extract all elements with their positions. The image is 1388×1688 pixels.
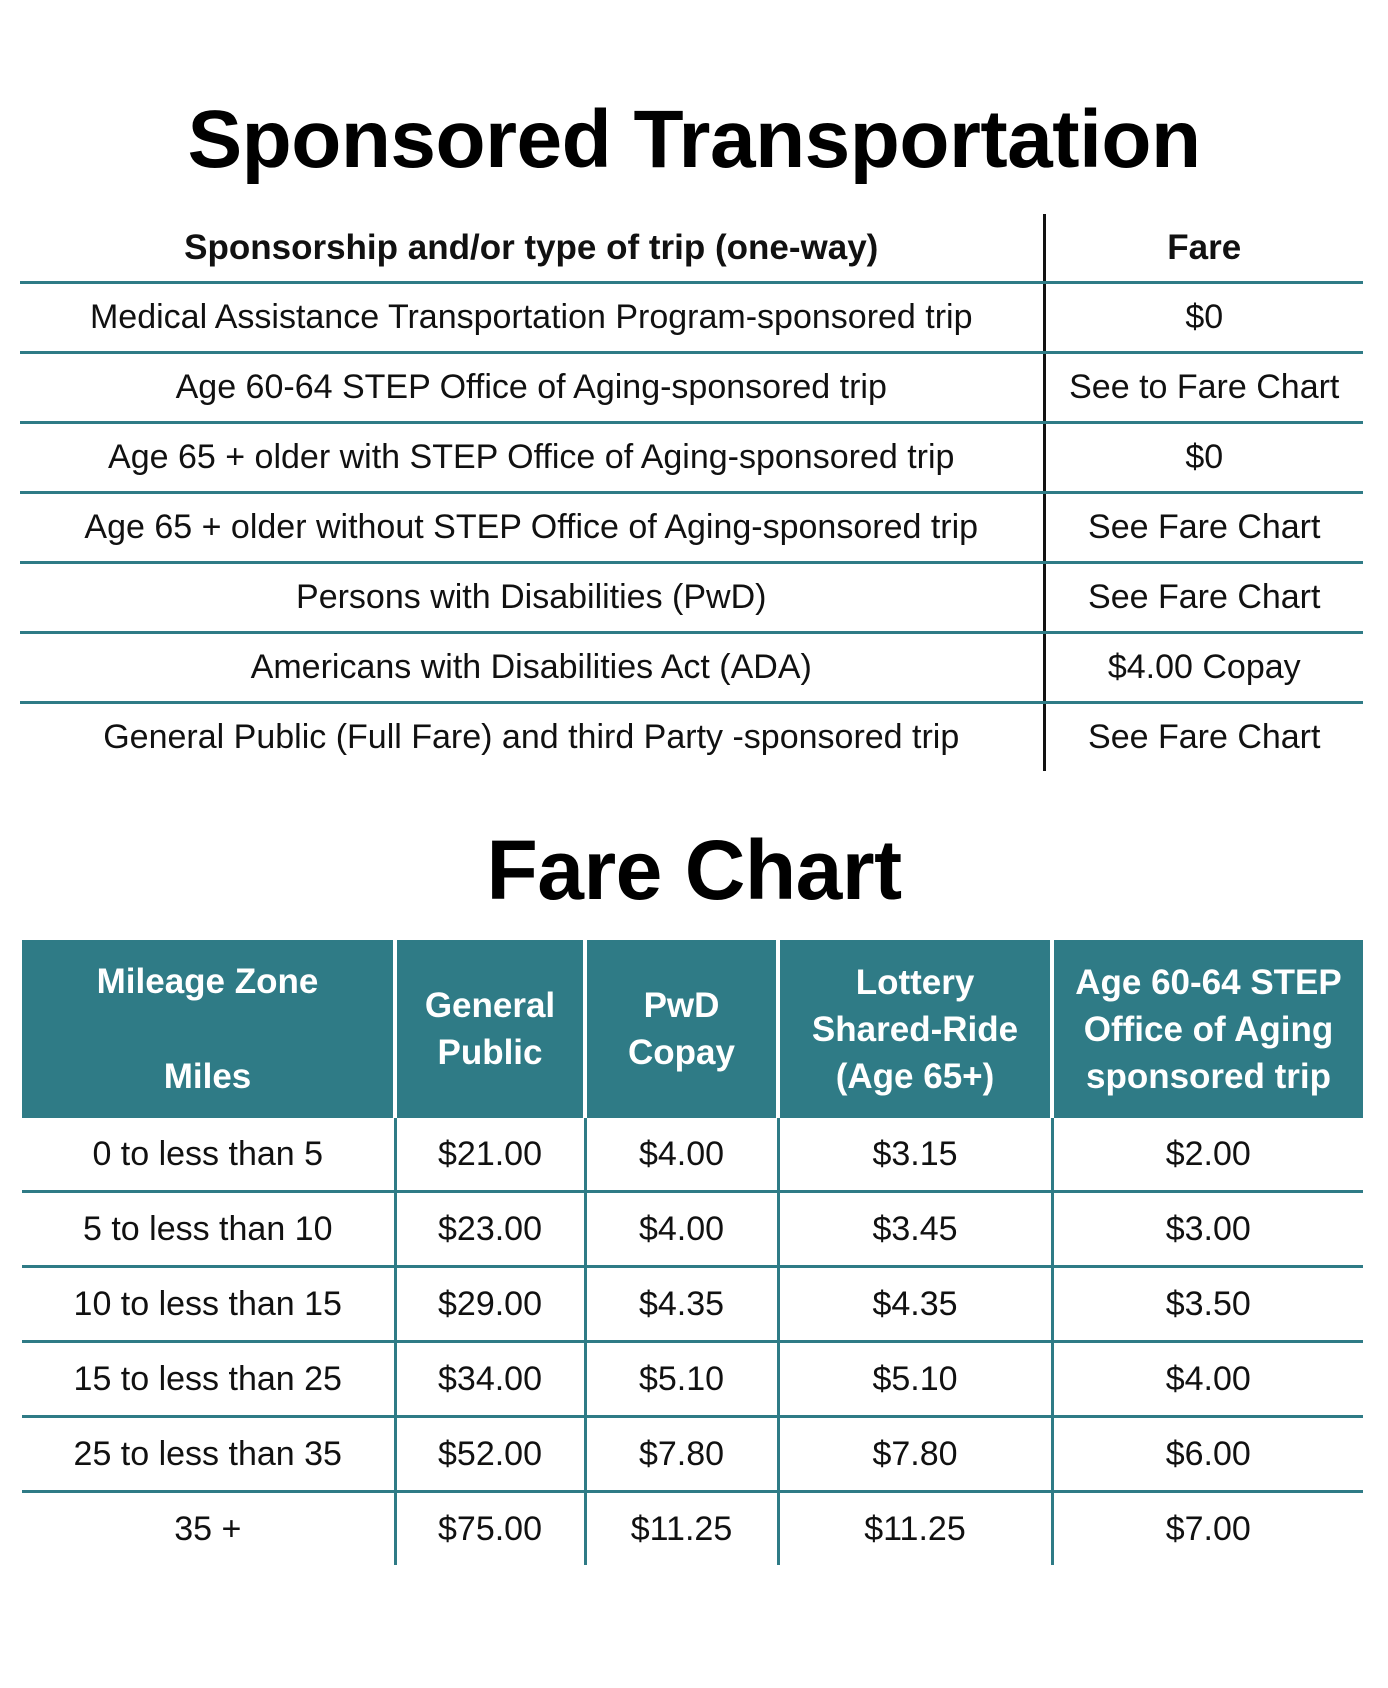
header-line: (Age 65+): [835, 1056, 995, 1096]
general-cell: $34.00: [395, 1342, 585, 1417]
table-row: [22, 1267, 1363, 1342]
pwd-cell: $4.00: [585, 1192, 778, 1267]
zone-cell: 10 to less than 15: [22, 1267, 395, 1342]
header-line: Lottery: [855, 962, 975, 1002]
fare-cell: $4.00 Copay: [1044, 633, 1363, 703]
pwd-cell: $4.35: [585, 1267, 778, 1342]
fare-cell: $0: [1044, 423, 1363, 493]
table-row: [22, 1118, 1363, 1192]
lottery-cell: $7.80: [778, 1417, 1052, 1492]
fare-cell: $0: [1044, 283, 1363, 353]
general-cell: $23.00: [395, 1192, 585, 1267]
fare-chart-table: [22, 940, 1363, 1565]
general-cell: $52.00: [395, 1417, 585, 1492]
trip-cell: Persons with Disabilities (PwD): [20, 563, 1044, 633]
zone-cell: 25 to less than 35: [22, 1417, 395, 1492]
fare-header-row: [22, 940, 1363, 1118]
lottery-cell: $3.15: [778, 1118, 1052, 1192]
table-row: [20, 703, 1363, 772]
header-lottery-shared-ride: [778, 940, 1052, 1118]
lottery-cell: $5.10: [778, 1342, 1052, 1417]
lottery-cell: $3.45: [778, 1192, 1052, 1267]
sponsor-header-row: [20, 214, 1363, 283]
fare-cell: See Fare Chart: [1044, 563, 1363, 633]
table-row: [22, 1492, 1363, 1566]
header-line: Office of Aging: [1083, 1009, 1334, 1049]
pwd-cell: $4.00: [585, 1118, 778, 1192]
header-trip-type: Sponsorship and/or type of trip (one-way): [20, 214, 1044, 283]
table-row: [20, 423, 1363, 493]
fare-cell: See to Fare Chart: [1044, 353, 1363, 423]
header-mileage-zone: [22, 940, 395, 1118]
step-cell: $3.00: [1052, 1192, 1363, 1267]
header-step-sponsored: [1052, 940, 1363, 1118]
trip-cell: Medical Assistance Transportation Program-sponsored trip: [20, 283, 1044, 353]
header-line: General: [424, 986, 556, 1025]
sponsored-transportation-title: Sponsored Transportation: [187, 94, 1201, 185]
zone-cell: 15 to less than 25: [22, 1342, 395, 1417]
table-row: [22, 1192, 1363, 1267]
header-line: sponsored trip: [1085, 1056, 1332, 1096]
lottery-cell: $11.25: [778, 1492, 1052, 1566]
header-miles-label: Miles: [163, 1057, 252, 1096]
header-fare: Fare: [1044, 214, 1363, 283]
table-row: [20, 633, 1363, 703]
header-line: Shared-Ride: [811, 1009, 1019, 1049]
zone-cell: 35 +: [174, 1509, 242, 1548]
table-row: [22, 1417, 1363, 1492]
trip-cell: Age 65 + older with STEP Office of Aging-sponsored trip: [20, 423, 1044, 493]
table-row: [20, 493, 1363, 563]
lottery-cell: $4.35: [778, 1267, 1052, 1342]
header-pwd-copay: [585, 940, 778, 1118]
sponsored-transportation-table: [20, 214, 1363, 771]
step-cell: $7.00: [1052, 1492, 1363, 1566]
general-cell: $21.00: [395, 1118, 585, 1192]
header-general-public: [395, 940, 585, 1118]
table-row: [20, 563, 1363, 633]
header-line: Public: [437, 1033, 543, 1072]
trip-cell: General Public (Full Fare) and third Party -sponsored trip: [103, 718, 960, 756]
header-mileage-zone-label: Mileage Zone: [96, 962, 319, 1001]
table-row: [22, 1342, 1363, 1417]
general-cell: $75.00: [395, 1492, 585, 1566]
header-line: Copay: [628, 1033, 735, 1072]
trip-cell: Americans with Disabilities Act (ADA): [20, 633, 1044, 703]
pwd-cell: $5.10: [585, 1342, 778, 1417]
trip-cell: Age 60-64 STEP Office of Aging-sponsored trip: [20, 353, 1044, 423]
fare-cell: See Fare Chart: [1044, 493, 1363, 563]
table-row: [20, 283, 1363, 353]
zone-cell: 5 to less than 10: [22, 1192, 395, 1267]
step-cell: $3.50: [1052, 1267, 1363, 1342]
header-line: Age 60-64 STEP: [1075, 962, 1342, 1002]
general-cell: $29.00: [395, 1267, 585, 1342]
step-cell: $4.00: [1052, 1342, 1363, 1417]
trip-cell: Age 65 + older without STEP Office of Aging-sponsored trip: [20, 493, 1044, 563]
table-row: [20, 353, 1363, 423]
header-line: PwD: [643, 986, 720, 1025]
step-cell: $6.00: [1052, 1417, 1363, 1492]
pwd-cell: $11.25: [585, 1492, 778, 1566]
step-cell: $2.00: [1052, 1118, 1363, 1192]
fare-chart-title: Fare Chart: [486, 823, 902, 917]
pwd-cell: $7.80: [585, 1417, 778, 1492]
fare-cell: See Fare Chart: [1044, 703, 1363, 772]
zone-cell: 0 to less than 5: [22, 1118, 395, 1192]
